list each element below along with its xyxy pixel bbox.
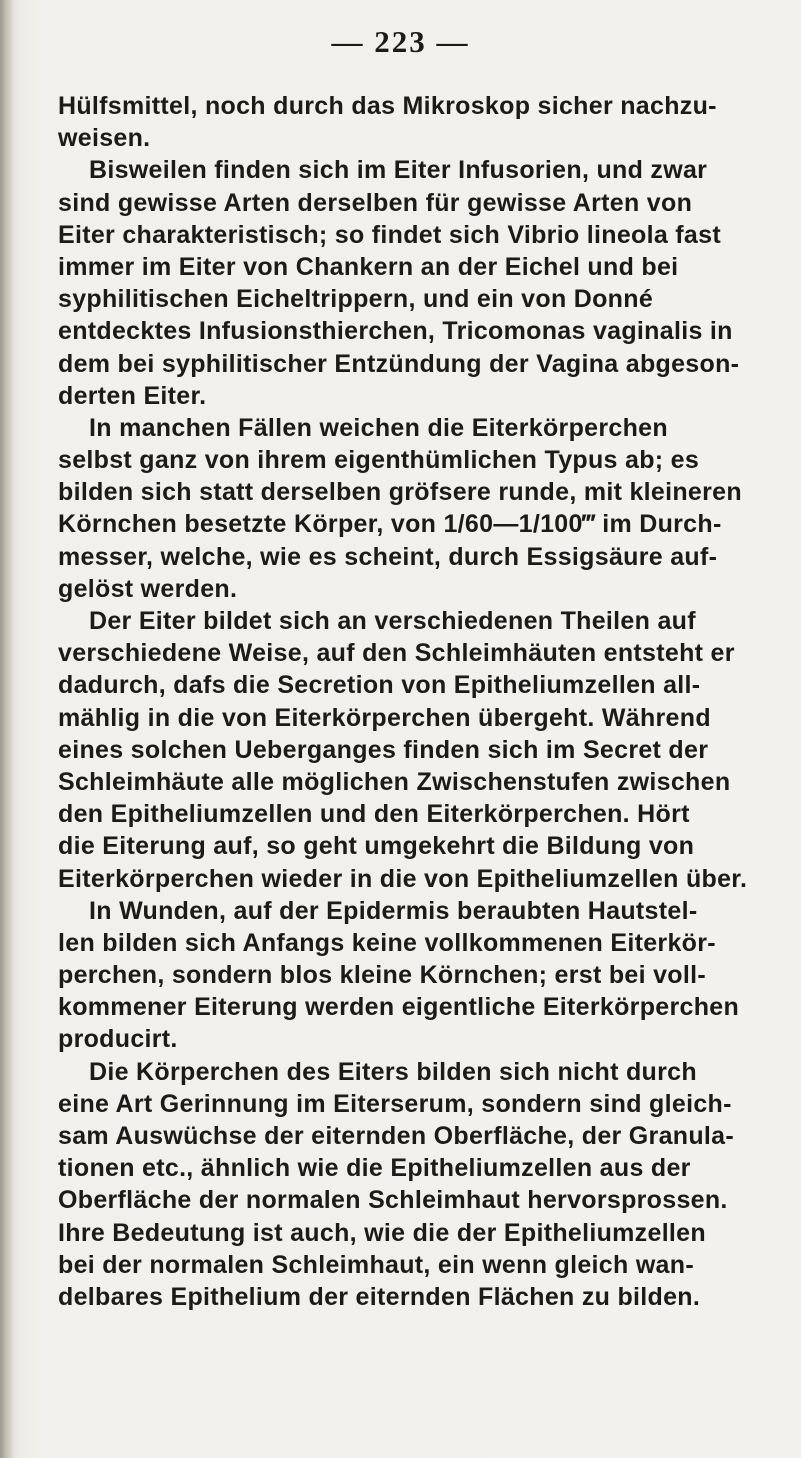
text-line: perchen, sondern blos kleine Körnchen; erst bei voll- (58, 961, 706, 990)
text-line: syphilitischen Eicheltrippern, und ein von Donné (58, 285, 654, 314)
text-line: messer, welche, wie es scheint, durch Essigsäure auf- (58, 542, 718, 571)
text-line: producirt. (58, 1025, 178, 1054)
text-line: dadurch, dafs die Secretion von Epitheliumzellen all- (58, 671, 701, 700)
text-line: Eiter charakteristisch; so findet sich Vibrio lineola fast (58, 220, 721, 249)
paragraph-start-line: Bisweilen finden sich im Eiter Infusorien, und zwar (89, 156, 708, 185)
text-line: Ihre Bedeutung ist auch, wie die der Epitheliumzellen (58, 1218, 706, 1247)
text-line: immer im Eiter von Chankern an der Eichel und bei (58, 252, 679, 281)
text-line: selbst ganz von ihrem eigenthümlichen Typus ab; es (58, 446, 700, 475)
text-line: Eiterkörperchen wieder in die von Epitheliumzellen über. (58, 864, 748, 893)
text-line: mählig in die von Eiterkörperchen übergeht. Während (58, 703, 711, 732)
paragraph-start-line: Der Eiter bildet sich an verschiedenen Theilen auf (89, 607, 696, 635)
text-line: eine Art Gerinnung im Eiterserum, sondern sind gleich- (58, 1089, 732, 1118)
text-line: die Eiterung auf, so geht umgekehrt die Bildung von (58, 832, 695, 861)
text-line: entdecktes Infusionsthierchen, Tricomonas vaginalis in (58, 317, 733, 346)
body-text (58, 90, 786, 1313)
text-line: eines solchen Ueberganges finden sich im Secret der (58, 735, 709, 764)
text-line: bei der normalen Schleimhaut, ein wenn gleich wan- (58, 1250, 694, 1279)
text-line: tionen etc., ähnlich wie die Epitheliumzellen aus der (58, 1154, 691, 1183)
text-line: kommener Eiterung werden eigentliche Eiterkörperchen (58, 993, 740, 1022)
text-line: den Epitheliumzellen und den Eiterkörperchen. Hört (58, 800, 690, 829)
text-line: Schleimhäute alle möglichen Zwischenstufen zwischen (58, 767, 731, 796)
paragraph-start-line: In manchen Fällen weichen die Eiterkörperchen (89, 413, 668, 442)
text-line: len bilden sich Anfangs keine vollkommenen Eiterkör- (58, 928, 716, 957)
page-spine-shadow (0, 0, 14, 1458)
page-number-header: — 223 — (331, 24, 470, 59)
paragraph-start-line: Die Körperchen des Eiters bilden sich nicht durch (89, 1057, 697, 1086)
text-line: derten Eiter. (58, 381, 207, 410)
text-line: Körnchen besetzte Körper, von 1/60—1/100‴ im Durch- (58, 510, 722, 539)
text-line: delbares Epithelium der eiternden Flächen zu bilden. (58, 1282, 701, 1311)
text-line: sind gewisse Arten derselben für gewisse Arten von (58, 188, 693, 217)
text-line: weisen. (58, 124, 151, 153)
text-line: sam Auswüchse der eiternden Oberfläche, der Granula- (58, 1122, 734, 1150)
text-line: gelöst werden. (58, 574, 238, 603)
text-line: dem bei syphilitischer Entzündung der Vagina abgeson- (58, 349, 740, 378)
text-line: bilden sich statt derselben gröfsere runde, mit kleineren (58, 478, 742, 507)
paragraph-start-line: In Wunden, auf der Epidermis beraubten Hautstel- (89, 896, 698, 925)
text-line: Oberfläche der normalen Schleimhaut hervorsprossen. (58, 1186, 728, 1215)
text-line: verschiedene Weise, auf den Schleimhäuten entsteht er (58, 639, 735, 668)
text-line: Hülfsmittel, noch durch das Mikroskop sicher nachzu- (58, 92, 717, 120)
